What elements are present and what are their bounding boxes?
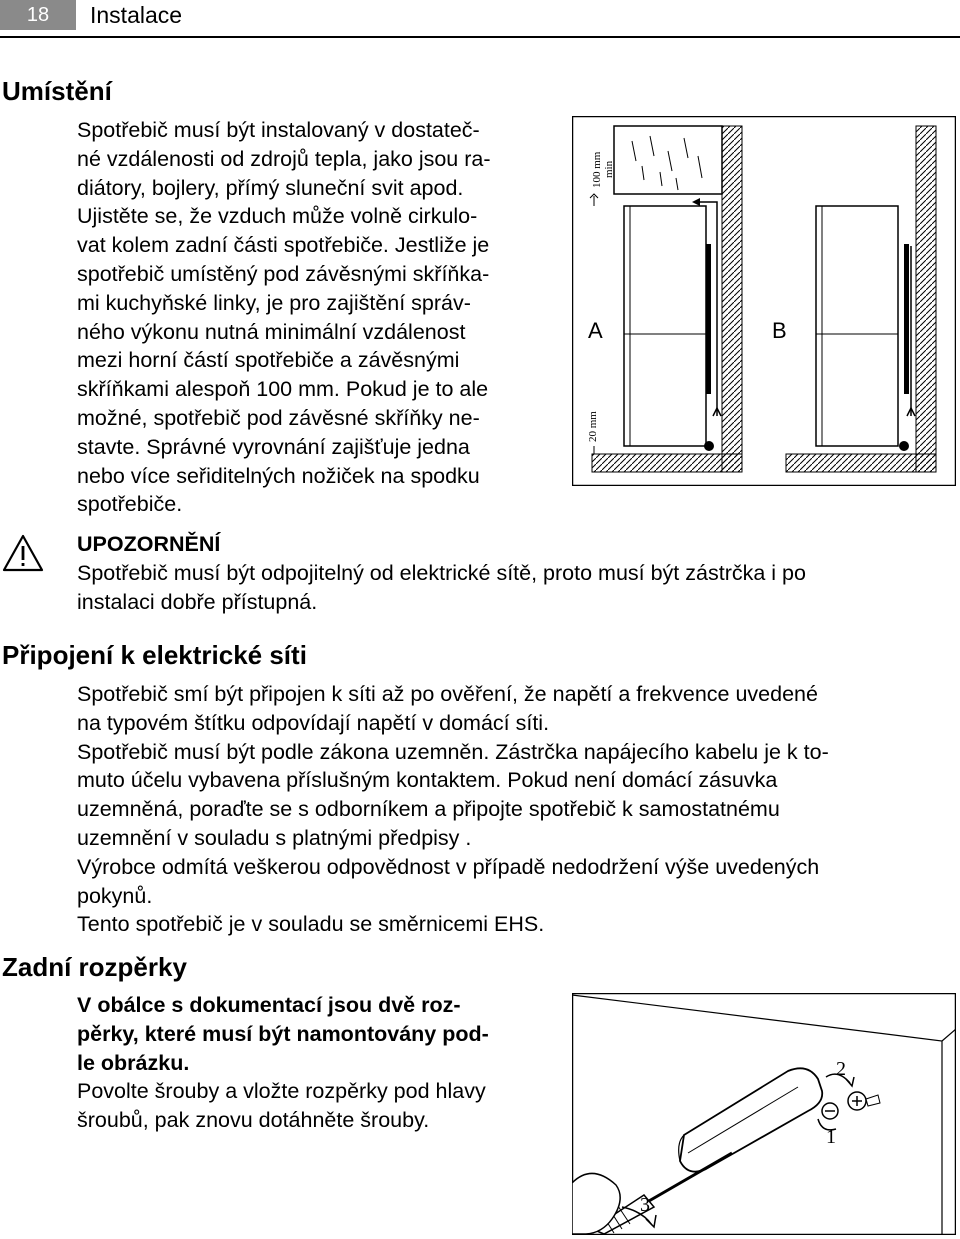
text-line: skříňkami alespoň 100 mm. Pokud je to ale <box>77 377 489 402</box>
text-line: instalaci dobře přístupná. <box>77 589 318 614</box>
text-line: uzemnění v souladu s platnými předpisy . <box>77 825 472 850</box>
dim-top-min-label: min <box>603 160 615 178</box>
step-2-label: 2 <box>836 1058 846 1080</box>
text-line: muto účelu vybavena příslušným kontaktem. Pokud není domácí zásuvka <box>77 768 778 793</box>
section-title-placement: Umístění <box>2 76 112 106</box>
text-line: mezi horní částí spotřebiče a závěsnými <box>77 348 460 373</box>
placement-text <box>77 116 567 519</box>
text-line: né vzdálenosti od zdrojů tepla, jako jsou ra- <box>77 146 491 171</box>
warning-title: UPOZORNĚNÍ <box>77 532 221 556</box>
page-number: 18 <box>0 0 76 30</box>
text-line: mi kuchyňské linky, je pro zajištění správ- <box>77 290 471 315</box>
text-line: Povolte šrouby a vložte rozpěrky pod hlavy <box>77 1079 486 1104</box>
text-line: le obrázku. <box>77 1050 190 1075</box>
electrical-text <box>77 680 957 939</box>
text-line: spotřebič umístěný pod závěsnými skříňka- <box>77 261 490 286</box>
text-line: uzemněná, poraďte se s odborníkem a připojte spotřebič k samostatnému <box>77 797 780 822</box>
text-line: možné, spotřebič pod závěsné skříňky ne- <box>77 405 480 430</box>
text-line: Spotřebič musí být odpojitelný od elektrické sítě, proto musí být zástrčka i po <box>77 561 806 585</box>
text-line: na typovém štítku odpovídají napětí v domácí síti. <box>77 710 550 735</box>
text-line: stavte. Správné vyrovnání zajišťuje jedna <box>77 434 470 459</box>
section-title-electrical: Připojení k elektrické síti <box>2 640 307 670</box>
figure-label-a: A <box>588 318 603 343</box>
dim-bottom-label: 20 mm <box>587 411 599 442</box>
text-line: Spotřebič smí být připojen k síti až po ověření, že napětí a frekvence uvedené <box>77 682 818 706</box>
text-line: ného výkonu nutná minimální vzdálenost <box>77 319 466 344</box>
section-title-spacers: Zadní rozpěrky <box>2 952 187 982</box>
text-line: pěrky, které musí být namontovány pod- <box>77 1021 489 1046</box>
dim-top-label: 100 mm <box>591 151 603 188</box>
warning-triangle-icon <box>2 533 44 573</box>
step-1-label: 1 <box>826 1126 836 1148</box>
text-line: nebo více seřiditelných nožiček na spodku <box>77 463 480 488</box>
running-header: Instalace <box>90 2 183 28</box>
text-line: Ujistěte se, že vzduch může volně cirkulo- <box>77 204 478 229</box>
text-line: V obálce s dokumentací jsou dvě roz- <box>77 993 461 1017</box>
step-3-label: 3 <box>640 1194 650 1216</box>
text-line: pokynů. <box>77 883 153 908</box>
text-line: Spotřebič musí být instalovaný v dostateč- <box>77 118 480 142</box>
header-rule <box>0 36 960 38</box>
placement-figure <box>572 116 956 486</box>
figure-label-b: B <box>772 318 787 343</box>
spacer-figure <box>572 993 956 1235</box>
text-line: diátory, bojlery, přímý sluneční svit apod. <box>77 175 464 200</box>
text-line: Výrobce odmítá veškerou odpovědnost v případě nedodržení výše uvedených <box>77 854 820 879</box>
text-line: Tento spotřebič je v souladu se směrnicemi EHS. <box>77 912 545 937</box>
warning-text <box>77 559 957 617</box>
text-line: spotřebiče. <box>77 492 183 517</box>
text-line: šroubů, pak znovu dotáhněte šrouby. <box>77 1108 430 1133</box>
text-line: vat kolem zadní části spotřebiče. Jestliže je <box>77 233 490 258</box>
text-line: Spotřebič musí být podle zákona uzemněn. Zástrčka napájecího kabelu je k to- <box>77 739 829 764</box>
spacers-text <box>77 991 562 1135</box>
